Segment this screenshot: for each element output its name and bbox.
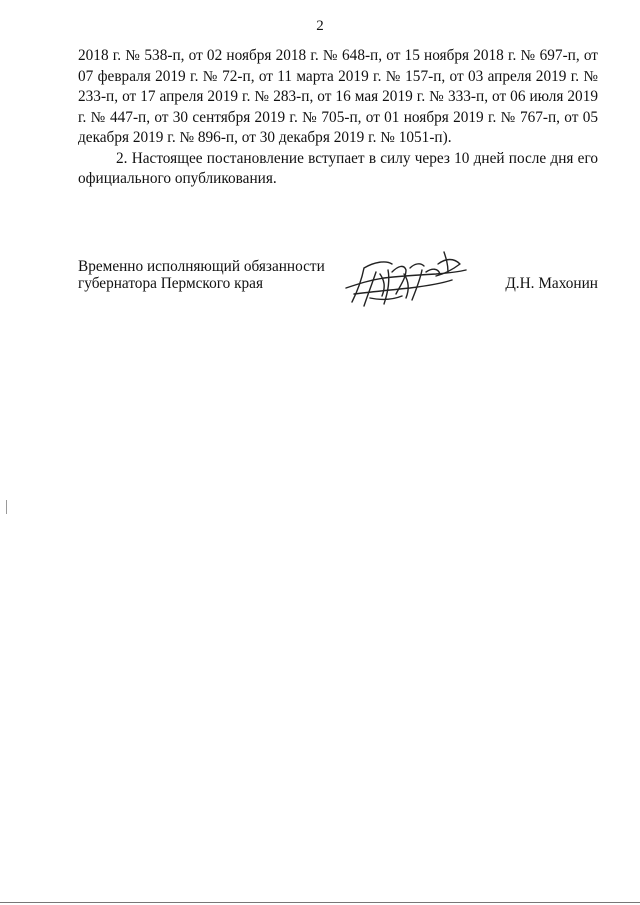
- signer-title-line-1: Временно исполняющий обязанности: [78, 258, 325, 275]
- document-body: [78, 46, 598, 190]
- signer-title: [78, 258, 325, 292]
- handwritten-signature: [340, 250, 470, 312]
- page-bottom-border: [0, 902, 640, 903]
- page-number: 2: [316, 18, 324, 34]
- signer-name: Д.Н. Махонин: [505, 275, 598, 292]
- scan-edge-mark: [6, 500, 7, 514]
- paragraph-effective-date: 2. Настоящее постановление вступает в силу через 10 дней после дня его официального опубликования.: [78, 149, 598, 187]
- signer-title-line-2: губернатора Пермского края: [78, 275, 264, 292]
- signature-block: [78, 258, 598, 318]
- paragraph-continued: 2018 г. № 538-п, от 02 ноября 2018 г. № 648-п, от 15 ноября 2018 г. № 697-п, от 07 февраля 2019 г. № 72-п, от 11 марта 2019 г. № 157-п, от 03 апреля 2019 г. № 233-п, от 17 апреля 2019 г. № 283-п, от 16 мая 2019 г. № 333-п, от 06 июля 2019 г. № 447-п, от 30 сентября 2019 г. № 705-п, от 01 ноября 2019 г. № 767-п, от 05 декабря 2019 г. № 896-п, от 30 декабря 2019 г. № 1051-п).: [78, 47, 598, 146]
